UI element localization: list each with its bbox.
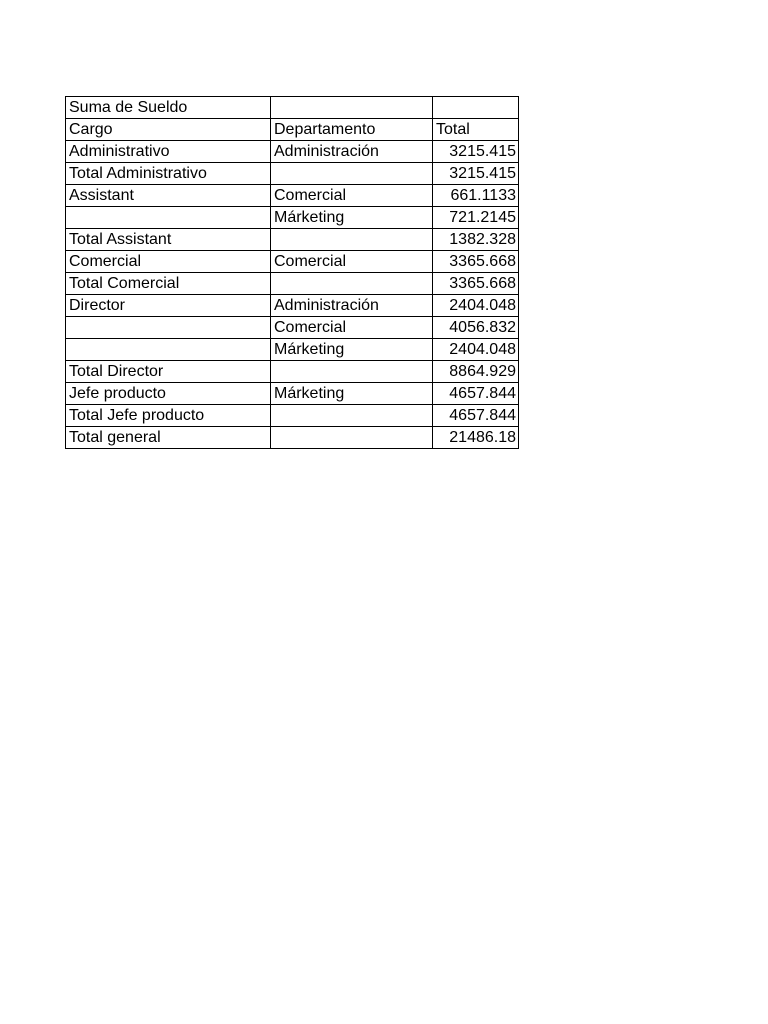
table-row	[66, 339, 519, 361]
cargo-cell[interactable]: Total Director	[66, 361, 271, 383]
cargo-cell[interactable]: Assistant	[66, 185, 271, 207]
cargo-cell[interactable]: Jefe producto	[66, 383, 271, 405]
header-departamento[interactable]: Departamento	[271, 119, 433, 141]
cargo-cell[interactable]	[66, 339, 271, 361]
total-cell[interactable]: 4657.844	[433, 405, 519, 427]
header-total[interactable]: Total	[433, 119, 519, 141]
departamento-cell[interactable]: Márketing	[271, 383, 433, 405]
cargo-cell[interactable]: Administrativo	[66, 141, 271, 163]
departamento-cell[interactable]: Comercial	[271, 317, 433, 339]
cargo-cell[interactable]: Comercial	[66, 251, 271, 273]
departamento-cell[interactable]	[271, 405, 433, 427]
total-cell[interactable]: 721.2145	[433, 207, 519, 229]
total-cell[interactable]: 3215.415	[433, 141, 519, 163]
total-cell[interactable]: 21486.18	[433, 427, 519, 449]
pivot-table-sheet	[65, 96, 519, 449]
empty-cell[interactable]	[271, 97, 433, 119]
table-row	[66, 141, 519, 163]
empty-cell[interactable]	[433, 97, 519, 119]
departamento-cell[interactable]	[271, 229, 433, 251]
table-row	[66, 185, 519, 207]
header-row	[66, 119, 519, 141]
total-cell[interactable]: 3365.668	[433, 251, 519, 273]
total-cell[interactable]: 661.1133	[433, 185, 519, 207]
cargo-cell[interactable]: Total Comercial	[66, 273, 271, 295]
table-row	[66, 317, 519, 339]
total-cell[interactable]: 4056.832	[433, 317, 519, 339]
table-row	[66, 383, 519, 405]
total-cell[interactable]: 2404.048	[433, 339, 519, 361]
table-row	[66, 163, 519, 185]
header-cargo[interactable]: Cargo	[66, 119, 271, 141]
cargo-cell[interactable]	[66, 317, 271, 339]
pivot-table	[65, 96, 519, 449]
cargo-cell[interactable]: Director	[66, 295, 271, 317]
departamento-cell[interactable]	[271, 163, 433, 185]
total-cell[interactable]: 2404.048	[433, 295, 519, 317]
departamento-cell[interactable]: Márketing	[271, 207, 433, 229]
total-cell[interactable]: 1382.328	[433, 229, 519, 251]
cargo-cell[interactable]: Total general	[66, 427, 271, 449]
departamento-cell[interactable]: Márketing	[271, 339, 433, 361]
cargo-cell[interactable]: Total Administrativo	[66, 163, 271, 185]
pivot-title-cell[interactable]: Suma de Sueldo	[66, 97, 271, 119]
table-row	[66, 229, 519, 251]
departamento-cell[interactable]	[271, 273, 433, 295]
departamento-cell[interactable]	[271, 427, 433, 449]
cargo-cell[interactable]: Total Jefe producto	[66, 405, 271, 427]
total-cell[interactable]: 8864.929	[433, 361, 519, 383]
departamento-cell[interactable]: Comercial	[271, 185, 433, 207]
table-row	[66, 427, 519, 449]
table-row	[66, 207, 519, 229]
table-row	[66, 295, 519, 317]
table-row	[66, 361, 519, 383]
total-cell[interactable]: 3365.668	[433, 273, 519, 295]
total-cell[interactable]: 3215.415	[433, 163, 519, 185]
total-cell[interactable]: 4657.844	[433, 383, 519, 405]
departamento-cell[interactable]	[271, 361, 433, 383]
departamento-cell[interactable]: Administración	[271, 141, 433, 163]
cargo-cell[interactable]	[66, 207, 271, 229]
table-row	[66, 273, 519, 295]
pivot-title-row	[66, 97, 519, 119]
departamento-cell[interactable]: Comercial	[271, 251, 433, 273]
cargo-cell[interactable]: Total Assistant	[66, 229, 271, 251]
departamento-cell[interactable]: Administración	[271, 295, 433, 317]
table-row	[66, 251, 519, 273]
table-row	[66, 405, 519, 427]
